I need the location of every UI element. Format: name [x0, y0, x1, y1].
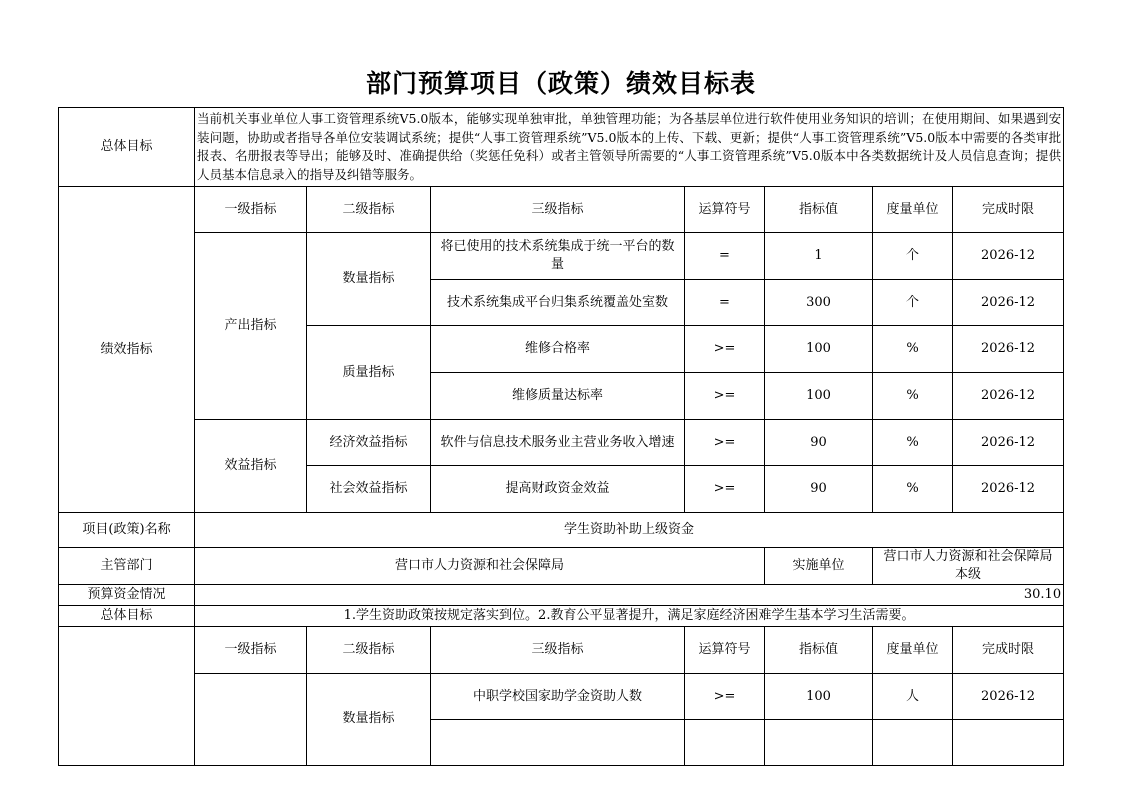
indicator-operator: >= [685, 373, 765, 420]
indicator-operator: = [685, 280, 765, 326]
header-unit: 度量单位 [873, 187, 953, 233]
indicator-operator: >= [685, 326, 765, 373]
indicator-unit [873, 720, 953, 766]
indicator-value: 100 [765, 373, 873, 420]
header-level1: 一级指标 [195, 187, 307, 233]
indicator-operator: = [685, 233, 765, 280]
indicator-unit: % [873, 373, 953, 420]
indicator-operator: >= [685, 674, 765, 720]
indicator-deadline: 2026-12 [953, 674, 1064, 720]
header-unit: 度量单位 [873, 627, 953, 674]
indicator-unit: % [873, 326, 953, 373]
indicator-value: 300 [765, 280, 873, 326]
header-operator: 运算符号 [685, 187, 765, 233]
indicator-unit: 个 [873, 233, 953, 280]
indicator-deadline: 2026-12 [953, 373, 1064, 420]
table-row [59, 674, 1064, 720]
indicator-unit: 个 [873, 280, 953, 326]
budget-label: 预算资金情况 [59, 585, 195, 606]
header-operator: 运算符号 [685, 627, 765, 674]
dept-value: 营口市人力资源和社会保障局 [195, 548, 765, 585]
indicator-deadline: 2026-12 [953, 326, 1064, 373]
header-level2: 二级指标 [307, 627, 431, 674]
indicator-value: 1 [765, 233, 873, 280]
indicator-unit: % [873, 420, 953, 466]
budget-value: 30.10 [195, 585, 1064, 606]
output-indicator-label: 产出指标 [195, 233, 307, 420]
indicator-value: 100 [765, 674, 873, 720]
table-row [59, 233, 1064, 280]
overall-goal-label-2: 总体目标 [59, 606, 195, 627]
header-level1: 一级指标 [195, 627, 307, 674]
dept-label: 主管部门 [59, 548, 195, 585]
indicator-unit: % [873, 466, 953, 513]
indicator-value: 90 [765, 466, 873, 513]
indicator-deadline: 2026-12 [953, 233, 1064, 280]
indicator-name: 维修合格率 [431, 326, 685, 373]
indicator-value [765, 720, 873, 766]
indicator-value: 90 [765, 420, 873, 466]
quantity-indicator-label-2: 数量指标 [307, 674, 431, 766]
economic-indicator-label: 经济效益指标 [307, 420, 431, 466]
indicator-deadline: 2026-12 [953, 420, 1064, 466]
overall-goal-label: 总体目标 [59, 108, 195, 187]
indicator-operator: >= [685, 420, 765, 466]
overall-goal-text: 当前机关事业单位人事工资管理系统V5.0版本，能够实现单独审批，单独管理功能；为各基层单位进行软件使用业务知识的培训；在使用期间、如果遇到安装问题，协助或者指导各单位安装调试系统；提供“人事工资管理系统”V5.0版本的上传、下载、更新；提供“人事工资管理系统”V5.0版本中需要的各类审批报表、名册报表等导出；能够及时、准确提供给（奖惩任免科）或者主管领导所需要的“人事工资管理系统”V5.0版本中各类数据统计及人员信息查询；提供人员基本信息录入的指导及纠错等服务。 [195, 108, 1064, 187]
indicator-name: 中职学校国家助学金资助人数 [431, 674, 685, 720]
indicator-name: 软件与信息技术服务业主营业务收入增速 [431, 420, 685, 466]
header-level2: 二级指标 [307, 187, 431, 233]
indicator-operator: >= [685, 466, 765, 513]
indicator-value: 100 [765, 326, 873, 373]
overall-goal-text-2: 1.学生资助政策按规定落实到位。2.教育公平显著提升，满足家庭经济困难学生基本学习生活需要。 [195, 606, 1064, 627]
header-value: 指标值 [765, 187, 873, 233]
table-row [59, 420, 1064, 466]
project-name-label: 项目(政策)名称 [59, 513, 195, 548]
quantity-indicator-label: 数量指标 [307, 233, 431, 326]
social-indicator-label: 社会效益指标 [307, 466, 431, 513]
indicator-name: 维修质量达标率 [431, 373, 685, 420]
benefit-indicator-label: 效益指标 [195, 420, 307, 513]
performance-table [58, 107, 1064, 766]
perf-indicators-label-2 [59, 627, 195, 766]
header-value: 指标值 [765, 627, 873, 674]
indicator-unit: 人 [873, 674, 953, 720]
indicator-name: 将已使用的技术系统集成于统一平台的数量 [431, 233, 685, 280]
header-level3: 三级指标 [431, 627, 685, 674]
indicator-name [431, 720, 685, 766]
quality-indicator-label: 质量指标 [307, 326, 431, 420]
indicator-name: 提高财政资金效益 [431, 466, 685, 513]
header-level3: 三级指标 [431, 187, 685, 233]
indicator-name: 技术系统集成平台归集系统覆盖处室数 [431, 280, 685, 326]
indicator-operator [685, 720, 765, 766]
indicator-deadline: 2026-12 [953, 280, 1064, 326]
indicator-deadline [953, 720, 1064, 766]
impl-unit-label: 实施单位 [765, 548, 873, 585]
project-name-value: 学生资助补助上级资金 [195, 513, 1064, 548]
header-deadline: 完成时限 [953, 187, 1064, 233]
indicator-deadline: 2026-12 [953, 466, 1064, 513]
perf-indicators-label: 绩效指标 [59, 187, 195, 513]
output-indicator-label-2 [195, 674, 307, 766]
header-deadline: 完成时限 [953, 627, 1064, 674]
page-title: 部门预算项目（政策）绩效目标表 [365, 69, 756, 98]
impl-unit-value: 营口市人力资源和社会保障局本级 [873, 548, 1064, 585]
performance-table-container [58, 107, 1064, 726]
